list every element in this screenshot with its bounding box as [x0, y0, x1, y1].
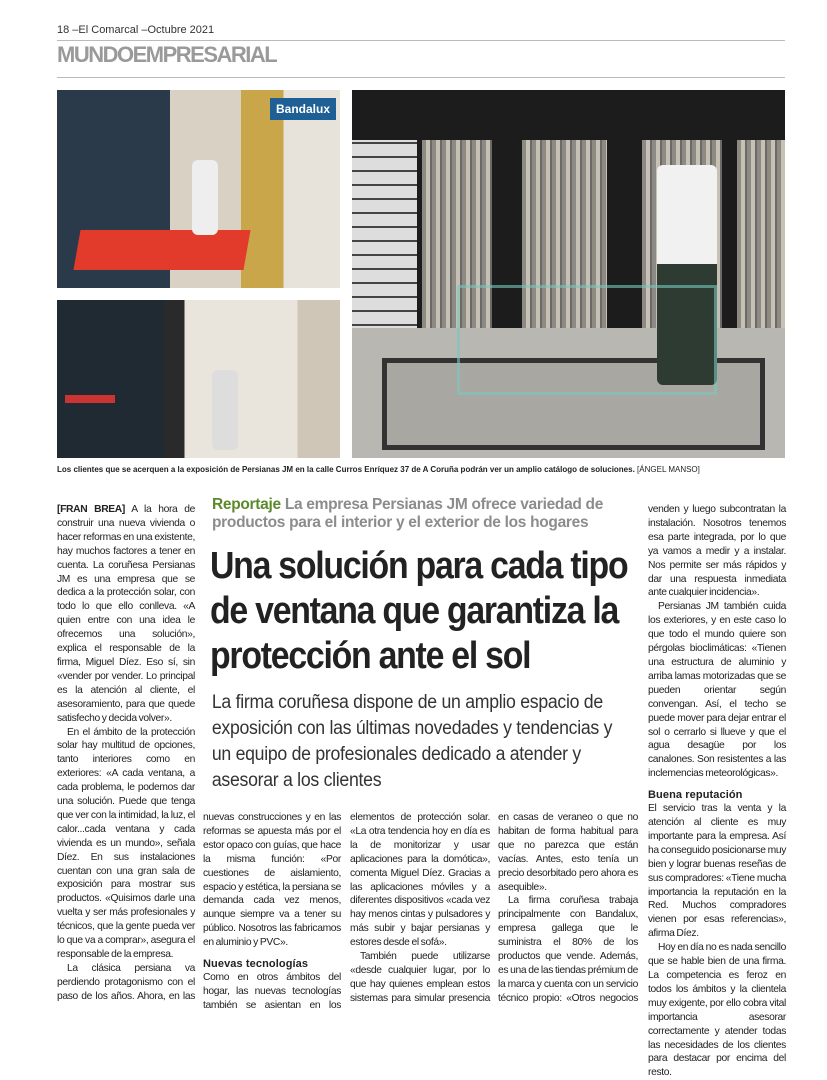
deck: La firma coruñesa dispone de un amplio espacio de exposición con las últimas novedades y tendencias y un equipo de profesionales dedicado a atender y asesorar a los clientes — [211, 692, 613, 791]
paragraph: Como en otros ámbitos del hogar, las nuevas tecnologías también se asientan en los — [203, 972, 341, 1011]
column-3 — [350, 811, 490, 1006]
column-1 — [57, 503, 195, 1004]
paragraph: La clásica persiana va perdiendo protagonismo con el paso de los años. Ahora, en las — [57, 962, 195, 1002]
red-table — [65, 395, 115, 403]
paragraph-continuation: en casas de veraneo o que no habitan de forma habitual para que no parezca que están vacías. Antes, esto tenía un precio desorbitado pero ahora es asequible». — [498, 812, 638, 893]
column-4 — [498, 811, 638, 1006]
person — [212, 370, 238, 450]
paragraph-continuation: nuevas construcciones y en las reformas se apuesta más por el estor opaco con guías, que hace la misma función: «Por cuestiones de aislamiento, espacio y estética, la persiana se demanda cada vez menos, aunque siempre va a tener su público. Nosotros las fabricamos en aluminio y PVC». — [203, 812, 341, 949]
divider — [57, 40, 785, 41]
caption-text: Los clientes que se acerquen a la exposición de Persianas JM en la calle Curros Enríquez 37 de A Coruña podrán ver un amplio catálogo de soluciones. — [57, 465, 635, 474]
kicker-tag: Reportaje — [212, 496, 281, 513]
paragraph: La firma coruñesa trabaja principalmente con Bandalux, empresa gallega que le suministra el 80% de los productos que vende. Además, es una de las tiendas prémium de la marca y cuenta con un servicio técnico propio: «Otros negocios — [498, 895, 638, 1004]
paragraph — [57, 503, 195, 726]
paragraph: En el ámbito de la protección solar hay multitud de opciones, tanto interiores como en exteriores: «A cada ventana, a cada problema, le podemos dar una solución. Puede que tenga que ver con la intimidad, la luz, el calor...cada ventana y cada vivienda es un mundo», señala Díez. En sus instalaciones cuentan con una gran sala de exposición para mostrar sus productos. «Quisimos darle una vuelta y ser más profesionales y técnicos, que la gente pueda ver lo que va a comprar», asegura el responsable de la empresa. — [57, 726, 195, 960]
section-title: MUNDOEMPRESARIAL — [57, 42, 277, 67]
byline: [FRAN BREA] — [57, 504, 125, 515]
kicker-text: La empresa Persianas JM ofrece variedad de productos para el interior y el exterior de los hogares — [212, 496, 604, 531]
kicker — [210, 496, 640, 532]
paragraph: El servicio tras la venta y la atención al cliente es muy importante para la empresa. Así ha conseguido posicionarse muy bien y lograr buenas reseñas de sus compradores: «Tiene mucha importancia la reputación en la Red. Muchos compradores vienen por esas referencias», afirma Díez. — [648, 803, 786, 940]
paragraph: Persianas JM también cuida los exteriores, y en este caso lo que todo el mundo quiere son pérgolas bioclimáticas: «Tienen una estructura de aluminio y arriba lamas motorizadas que se pueden orientar según convengan. Así, el techo se puede mover para dejar entrar el sol o cerrarlo si llueve y que el agua desagüe por los canalones. Son resistentes a las inclemencias meteorológicas». — [648, 601, 786, 780]
title-block — [210, 496, 640, 794]
paragraph: También puede utilizarse «desde cualquier lugar, por lo que hay quienes emplean estos sistemas para simular presencia — [350, 951, 490, 1004]
column-2 — [203, 811, 341, 1013]
page-folio: 18 –El Comarcal –Octubre 2021 — [57, 24, 215, 36]
red-table — [73, 230, 250, 270]
photo-showroom-counter — [57, 90, 340, 288]
divider — [57, 77, 785, 78]
headline-wrapper — [210, 544, 640, 680]
paragraph-continuation: elementos de protección solar. «La otra tendencia hoy en día es la de monitorizar y usar aplicaciones para la domótica», comenta Miguel Díez. Gracias a las aplicaciones móviles y a diferentes dispositivos «cada vez hay menos cintas y pulsadores y más subir y bajar persianas y estores desde el sofá». — [350, 812, 490, 949]
subheading: Buena reputación — [648, 789, 743, 802]
photo-caption — [57, 465, 700, 474]
person — [192, 160, 218, 235]
bandalux-sign: Bandalux — [270, 98, 336, 120]
photo-credit: [ÁNGEL MANSO] — [637, 465, 700, 474]
deck-wrapper — [210, 690, 640, 794]
paragraph: Hoy en día no es nada sencillo que se hable bien de una firma. La competencia es feroz en todos los ámbitos y la clientela muy exigente, por ello cobra vital importancia asesorar correctamente y atender todas las necesidades de los clientes para destacar por encima del resto. — [648, 942, 786, 1079]
photo-showroom-entrance — [57, 300, 340, 458]
paragraph-text: A la hora de construir una nueva vivienda o hacer reformas en una existente, hay muchos factores a tener en cuenta. La coruñesa Persianas JM es una empresa que se dedica a la protección solar, con todo lo que ello conlleva. «A quien entre con una idea le ofrecemos una solución», explica el responsable de la firma, Miguel Díez. Eso sí, sin «vender por vender. Lo principal es la atención al cliente, el asesoramiento, para que quede satisfecho y decida volver». — [57, 504, 196, 724]
paragraph-continuation: venden y luego subcontratan la instalación. Nosotros tenemos esa parte integrada, por lo que ya vamos a medir y a instalar. Nos permite ser más rápidos y dar una respuesta inmediata ante cualquier incidencia». — [648, 504, 786, 599]
headline: Una solución para cada tipo de ventana que garantiza la protección ante el sol — [210, 545, 628, 677]
subheading: Nuevas tecnologías — [203, 958, 309, 971]
fabric-rack — [737, 140, 785, 330]
column-5 — [648, 503, 786, 1080]
photo-fabric-samples — [352, 90, 785, 458]
glass-table — [457, 285, 717, 395]
